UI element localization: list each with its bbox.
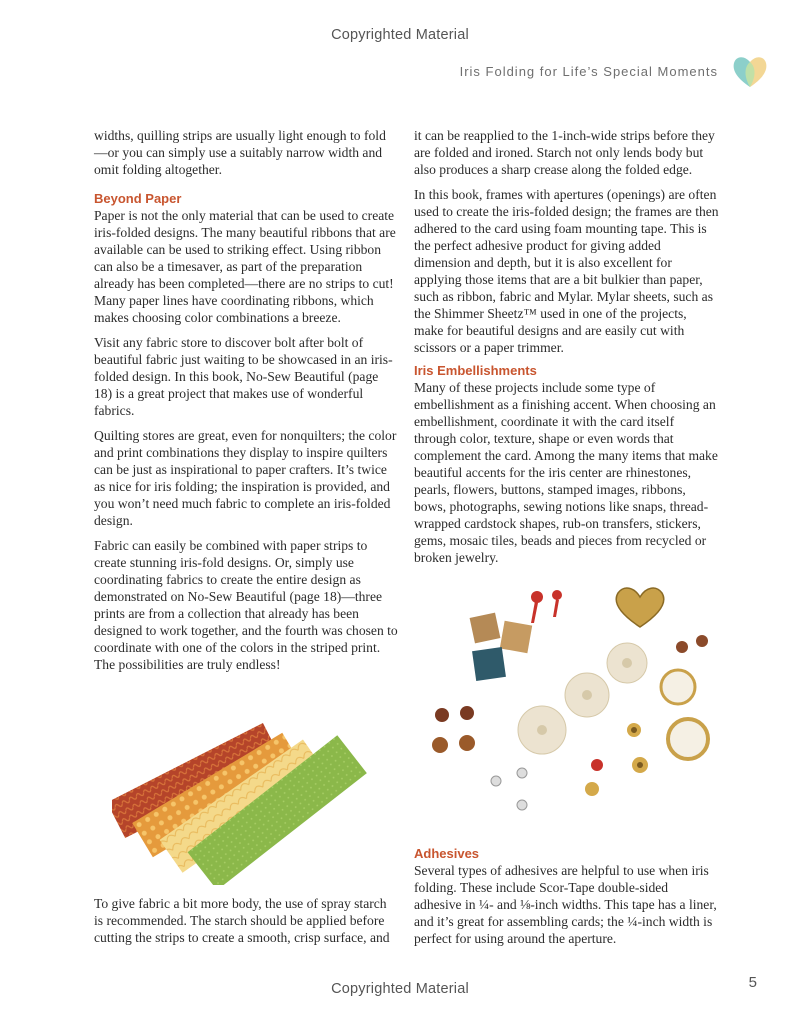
left-column-bottom [94,895,399,946]
section-heading-iris-embellishments: Iris Embellishments [414,363,537,378]
paragraph: To give fabric a bit more body, the use of spray starch is recommended. The starch should be applied before cutting the strips to create a smooth, crisp surface, and [94,896,390,945]
paragraph: Visit any fabric store to discover bolt after bolt of beautiful fabric just waiting to be showcased in an iris-folded design. In this book, No-Sew Beautiful (page 18) is a great project that makes use of wonderful fabrics. [94,335,393,418]
paragraph: Paper is not the only material that can be used to create iris-folded designs. The many beautiful ribbons that are available can be used to striking effect. Using ribbon can also be a timesaver, as part of the preparation already has been completed—there are no strips to cut! Many paper lines have coordinating ribbons, which makes choosing color combinations a breeze. [94,208,396,325]
right-column [414,127,719,566]
paragraph: Many of these projects include some type of embellishment as a finishing accent. When choosing an embellishment, coordinate it with the card itself through color, texture, shape or even words that complement the card. Among the many items that make beautiful accents for the iris center are rhinestones, pearls, flowers, buttons, stamped images, ribbons, bows, photographs, sewing notions like snaps, thread-wrapped cardstock shapes, rub-on transfers, stickers, gems, mosaic tiles, beads and pieces from recycled or broken jewelry. [414,380,718,565]
section-heading-beyond-paper: Beyond Paper [94,191,182,206]
left-column [94,127,399,673]
paragraph: Quilting stores are great, even for nonquilters; the color and print combinations they display to inspire quilters can be just as inspirational to paper crafters. It’s twice as nice for iris folding; the inspiration is provided, and you won’t need much fabric to complete an iris-folded design. [94,428,397,528]
paragraph: In this book, frames with apertures (openings) are often used to create the iris-folded design; the frames are then adhered to the card using foam mounting tape. This is the perfect adhesive product for giving added dimension and depth, but it is also excellent for applying those items that are a bit bulkier than paper, such as ribbon, fabric and Mylar. Mylar sheets, such as the Shimmer Sheetz™ used in one of the projects, make for beautiful designs and are easily cut with scissors or a paper trimmer. [414,187,719,355]
heart-logo-icon [730,51,770,91]
paragraph: widths, quilling strips are usually light enough to fold—or you can simply use a suitably narrow width and omit folding altogether. [94,128,386,177]
page-number: 5 [748,974,757,991]
right-column-bottom [414,845,719,947]
copyright-watermark-top: Copyrighted Material [331,27,469,43]
paragraph: it can be reapplied to the 1-inch-wide strips before they are folded and ironed. Starch not only lends body but also produces a sharp crease along the folded edge. [414,128,715,177]
paragraph: Several types of adhesives are helpful to use when iris folding. These include Scor-Tape double-sided adhesive in ¼- and ⅛-inch widths. This tape has a liner, and it’s great for assembling cards; the ¼-inch width is perfect for using around the aperture. [414,863,717,946]
copyright-watermark-bottom: Copyrighted Material [331,981,469,997]
embellishments-photo [412,575,722,825]
paragraph: Fabric can easily be combined with paper strips to create stunning iris-fold designs. Or, simply use coordinating fabrics to create the entire design as demonstrated on No-Sew Beautiful (page 18)—three prints are from a collection that already has been designed to work together, and the fourth was chosen to coordinate with one of the colors in the striped print. The possibilities are truly endless! [94,538,398,672]
fabric-strips-photo [112,700,372,885]
running-header: Iris Folding for Life’s Special Moments [459,64,718,79]
section-heading-adhesives: Adhesives [414,846,480,861]
